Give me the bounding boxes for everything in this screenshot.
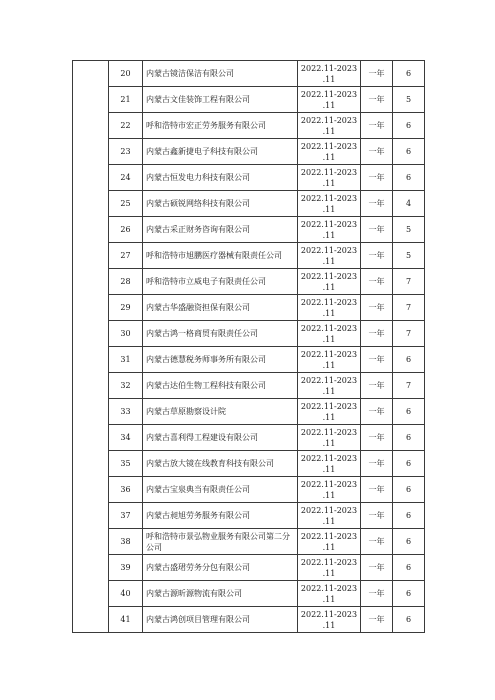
row-number: 36 <box>109 477 143 503</box>
count: 4 <box>393 191 425 217</box>
term: 一年 <box>361 295 393 321</box>
period-start: 2022.11-2023 <box>300 167 358 177</box>
company-name: 呼和浩特市立威电子有限责任公司 <box>143 269 298 295</box>
period-start: 2022.11-2023 <box>300 427 358 437</box>
service-period <box>298 425 361 451</box>
service-period <box>298 529 361 555</box>
company-name: 内蒙古鸿创项目管理有限公司 <box>143 607 298 633</box>
period-start: 2022.11-2023 <box>300 271 358 281</box>
period-end: .11 <box>322 74 336 84</box>
row-number: 31 <box>109 347 143 373</box>
row-number: 23 <box>109 139 143 165</box>
term: 一年 <box>361 113 393 139</box>
count: 5 <box>393 87 425 113</box>
count: 6 <box>393 347 425 373</box>
company-name: 内蒙古华盛融资担保有限公司 <box>143 295 298 321</box>
service-period <box>298 269 361 295</box>
row-number: 27 <box>109 243 143 269</box>
term: 一年 <box>361 347 393 373</box>
company-name: 内蒙古源昕源物流有限公司 <box>143 581 298 607</box>
period-end: .11 <box>322 516 336 526</box>
company-name: 内蒙古宝泉典当有限责任公司 <box>143 477 298 503</box>
period-end: .11 <box>322 178 336 188</box>
table-row <box>73 217 425 243</box>
table-row <box>73 113 425 139</box>
row-number: 26 <box>109 217 143 243</box>
table-row <box>73 503 425 529</box>
row-number: 33 <box>109 399 143 425</box>
table-row <box>73 347 425 373</box>
count: 6 <box>393 503 425 529</box>
period-start: 2022.11-2023 <box>300 193 358 203</box>
count: 6 <box>393 139 425 165</box>
company-name: 呼和浩特市宏正劳务服务有限公司 <box>143 113 298 139</box>
period-end: .11 <box>322 204 336 214</box>
row-number: 30 <box>109 321 143 347</box>
service-period <box>298 139 361 165</box>
table-row <box>73 451 425 477</box>
row-number: 35 <box>109 451 143 477</box>
count: 6 <box>393 399 425 425</box>
service-period <box>298 113 361 139</box>
term: 一年 <box>361 191 393 217</box>
count: 6 <box>393 607 425 633</box>
table-row <box>73 555 425 581</box>
service-period <box>298 399 361 425</box>
company-name: 内蒙古草原勘察设计院 <box>143 399 298 425</box>
row-number: 22 <box>109 113 143 139</box>
table-row <box>73 191 425 217</box>
row-number: 41 <box>109 607 143 633</box>
row-number: 39 <box>109 555 143 581</box>
period-start: 2022.11-2023 <box>300 531 358 541</box>
term: 一年 <box>361 503 393 529</box>
period-end: .11 <box>322 594 336 604</box>
service-period <box>298 451 361 477</box>
row-number: 25 <box>109 191 143 217</box>
term: 一年 <box>361 269 393 295</box>
service-period <box>298 503 361 529</box>
merged-blank-cell <box>73 61 109 633</box>
period-start: 2022.11-2023 <box>300 219 358 229</box>
row-number: 40 <box>109 581 143 607</box>
company-name: 内蒙古昶旭劳务服务有限公司 <box>143 503 298 529</box>
period-start: 2022.11-2023 <box>300 479 358 489</box>
period-start: 2022.11-2023 <box>300 323 358 333</box>
service-period <box>298 243 361 269</box>
period-end: .11 <box>322 100 336 110</box>
term: 一年 <box>361 451 393 477</box>
count: 6 <box>393 113 425 139</box>
term: 一年 <box>361 321 393 347</box>
row-number: 38 <box>109 529 143 555</box>
period-end: .11 <box>322 464 336 474</box>
company-name: 内蒙古喜利得工程建设有限公司 <box>143 425 298 451</box>
table-body <box>73 61 425 633</box>
table-row <box>73 607 425 633</box>
period-end: .11 <box>322 412 336 422</box>
service-period <box>298 165 361 191</box>
service-period <box>298 321 361 347</box>
service-period <box>298 373 361 399</box>
count: 5 <box>393 217 425 243</box>
company-table <box>72 60 425 633</box>
row-number: 24 <box>109 165 143 191</box>
count: 6 <box>393 477 425 503</box>
row-number: 29 <box>109 295 143 321</box>
term: 一年 <box>361 243 393 269</box>
service-period <box>298 555 361 581</box>
period-start: 2022.11-2023 <box>300 505 358 515</box>
service-period <box>298 581 361 607</box>
service-period <box>298 191 361 217</box>
term: 一年 <box>361 607 393 633</box>
term: 一年 <box>361 477 393 503</box>
term: 一年 <box>361 165 393 191</box>
term: 一年 <box>361 373 393 399</box>
period-end: .11 <box>322 568 336 578</box>
table-row <box>73 139 425 165</box>
service-period <box>298 607 361 633</box>
table-row <box>73 399 425 425</box>
count: 6 <box>393 425 425 451</box>
term: 一年 <box>361 217 393 243</box>
table-row <box>73 581 425 607</box>
row-number: 20 <box>109 61 143 87</box>
period-start: 2022.11-2023 <box>300 401 358 411</box>
table-row <box>73 165 425 191</box>
table-row <box>73 321 425 347</box>
service-period <box>298 477 361 503</box>
service-period <box>298 87 361 113</box>
count: 7 <box>393 295 425 321</box>
term: 一年 <box>361 87 393 113</box>
service-period <box>298 295 361 321</box>
table-row <box>73 269 425 295</box>
company-name: 呼和浩特市旭鹏医疗器械有限责任公司 <box>143 243 298 269</box>
period-start: 2022.11-2023 <box>300 557 358 567</box>
company-name: 内蒙古硕锐网络科技有限公司 <box>143 191 298 217</box>
table-row <box>73 477 425 503</box>
company-name: 内蒙古镜洁保洁有限公司 <box>143 61 298 87</box>
term: 一年 <box>361 555 393 581</box>
period-end: .11 <box>322 256 336 266</box>
period-start: 2022.11-2023 <box>300 375 358 385</box>
company-name: 内蒙古采正财务咨询有限公司 <box>143 217 298 243</box>
count: 6 <box>393 555 425 581</box>
count: 6 <box>393 61 425 87</box>
count: 7 <box>393 321 425 347</box>
table-row <box>73 529 425 555</box>
count: 6 <box>393 529 425 555</box>
term: 一年 <box>361 61 393 87</box>
count: 5 <box>393 243 425 269</box>
period-start: 2022.11-2023 <box>300 89 358 99</box>
table-row <box>73 61 425 87</box>
period-end: .11 <box>322 620 336 630</box>
period-end: .11 <box>322 542 336 552</box>
company-name: 内蒙古鸿一格商贸有限责任公司 <box>143 321 298 347</box>
period-end: .11 <box>322 360 336 370</box>
period-start: 2022.11-2023 <box>300 141 358 151</box>
period-end: .11 <box>322 308 336 318</box>
row-number: 32 <box>109 373 143 399</box>
period-start: 2022.11-2023 <box>300 115 358 125</box>
term: 一年 <box>361 399 393 425</box>
period-start: 2022.11-2023 <box>300 297 358 307</box>
period-start: 2022.11-2023 <box>300 453 358 463</box>
period-end: .11 <box>322 438 336 448</box>
period-end: .11 <box>322 230 336 240</box>
table-row <box>73 243 425 269</box>
period-start: 2022.11-2023 <box>300 349 358 359</box>
table-row <box>73 295 425 321</box>
period-end: .11 <box>322 126 336 136</box>
company-name: 内蒙古德慧税务师事务所有限公司 <box>143 347 298 373</box>
term: 一年 <box>361 425 393 451</box>
term: 一年 <box>361 139 393 165</box>
count: 6 <box>393 165 425 191</box>
service-period <box>298 347 361 373</box>
period-start: 2022.11-2023 <box>300 583 358 593</box>
period-end: .11 <box>322 282 336 292</box>
period-end: .11 <box>322 334 336 344</box>
company-name: 呼和浩特市景弘物业服务有限公司第二分公司 <box>143 529 298 555</box>
company-name: 内蒙古恒发电力科技有限公司 <box>143 165 298 191</box>
row-number: 37 <box>109 503 143 529</box>
row-number: 21 <box>109 87 143 113</box>
count: 6 <box>393 581 425 607</box>
company-name: 内蒙古放大镜在线教育科技有限公司 <box>143 451 298 477</box>
term: 一年 <box>361 529 393 555</box>
row-number: 34 <box>109 425 143 451</box>
table-row <box>73 87 425 113</box>
period-end: .11 <box>322 386 336 396</box>
count: 6 <box>393 451 425 477</box>
company-name: 内蒙古盛珺劳务分包有限公司 <box>143 555 298 581</box>
table-row <box>73 373 425 399</box>
table-row <box>73 425 425 451</box>
period-start: 2022.11-2023 <box>300 609 358 619</box>
period-start: 2022.11-2023 <box>300 245 358 255</box>
company-name: 内蒙古文佳装饰工程有限公司 <box>143 87 298 113</box>
company-name: 内蒙古达伯生物工程科技有限公司 <box>143 373 298 399</box>
period-end: .11 <box>322 490 336 500</box>
service-period <box>298 217 361 243</box>
count: 7 <box>393 373 425 399</box>
term: 一年 <box>361 581 393 607</box>
period-end: .11 <box>322 152 336 162</box>
row-number: 28 <box>109 269 143 295</box>
service-period <box>298 61 361 87</box>
count: 7 <box>393 269 425 295</box>
company-name: 内蒙古鑫新捷电子科技有限公司 <box>143 139 298 165</box>
period-start: 2022.11-2023 <box>300 63 358 73</box>
